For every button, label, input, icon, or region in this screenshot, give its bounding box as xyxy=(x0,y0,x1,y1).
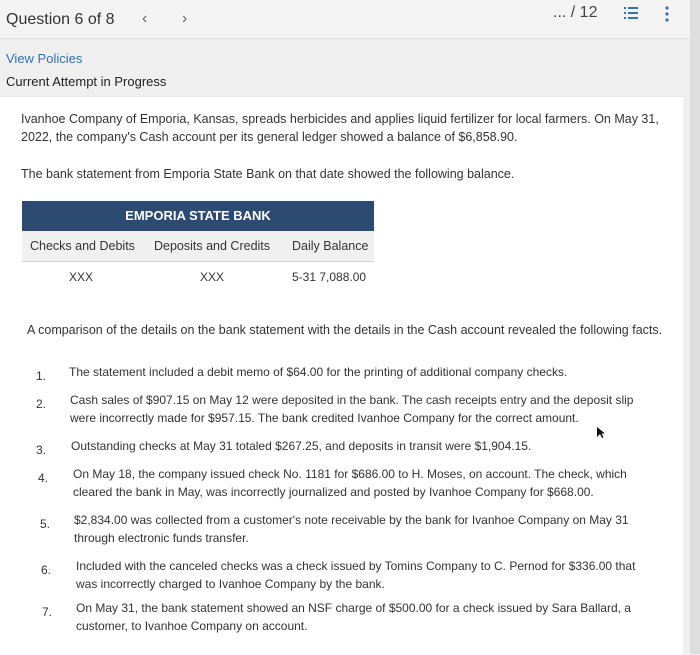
column-header: Checks and Debits xyxy=(30,239,135,253)
fact-number: 6. xyxy=(41,563,52,577)
table-cell: XXX xyxy=(200,270,225,284)
fact-text: On May 31, the bank statement showed an NSF charge of $500.00 for a check issued by Sara Ballard, a customer, to Ivanhoe Company on account. xyxy=(76,601,631,633)
bank-statement-table xyxy=(22,201,374,290)
bank-intro-paragraph: The bank statement from Emporia State Bank on that date showed the following balance. xyxy=(21,167,515,181)
question-label: Question 6 of 8 xyxy=(6,11,115,28)
fact-text: Cash sales of $907.15 on May 12 were deposited in the bank. The cash receipts entry and the deposit slip were incorrectly made for $957.15. The bank credited Ivanhoe Company for the correct amount. xyxy=(70,393,634,425)
chevron-left-icon[interactable]: ‹ xyxy=(142,10,148,27)
table-cell: 5-31 7,088.00 xyxy=(292,270,367,284)
comparison-paragraph: A comparison of the details on the bank statement with the details in the Cash account revealed the following facts. xyxy=(27,323,663,337)
chevron-right-icon[interactable]: › xyxy=(182,10,188,27)
more-vertical-icon[interactable] xyxy=(664,5,670,23)
attempt-status: Current Attempt in Progress xyxy=(6,74,167,89)
mouse-cursor-icon xyxy=(596,427,606,439)
fact-number: 3. xyxy=(36,443,47,457)
list-icon[interactable] xyxy=(624,6,638,20)
fact-number: 2. xyxy=(36,397,47,411)
bank-table-title: EMPORIA STATE BANK xyxy=(22,201,374,231)
right-scrollbar[interactable] xyxy=(690,0,700,654)
fact-text: On May 18, the company issued check No. 1181 for $686.00 to H. Moses, on account. The check, which cleared the bank in May, was incorrectly journalized and posted by Ivanhoe Company for $668.00. xyxy=(73,467,627,499)
fact-number: 1. xyxy=(36,369,47,383)
fact-number: 4. xyxy=(38,471,49,485)
table-cell: XXX xyxy=(69,270,94,284)
bank-table-header-row xyxy=(22,231,374,262)
question-header xyxy=(0,0,690,39)
question-content xyxy=(0,96,683,655)
fact-number: 7. xyxy=(42,605,53,619)
fact-text: Included with the canceled checks was a check issued by Tomins Company to C. Pernod for $336.00 that was incorrectly charged to Ivanhoe Company by the bank. xyxy=(76,559,636,591)
column-header: Daily Balance xyxy=(292,239,369,253)
column-header: Deposits and Credits xyxy=(154,239,271,253)
fact-text: The statement included a debit memo of $64.00 for the printing of additional company checks. xyxy=(69,365,568,379)
fact-text: $2,834.00 was collected from a customer's note receivable by the bank for Ivanhoe Company on May 31 through electronic funds transfer. xyxy=(74,513,629,545)
fact-number: 5. xyxy=(40,517,51,531)
fact-text: Outstanding checks at May 31 totaled $267.25, and deposits in transit were $1,904.15. xyxy=(71,439,532,453)
intro-paragraph: Ivanhoe Company of Emporia, Kansas, spreads herbicides and applies liquid fertilizer for local farmers. On May 31, 2022, the company's Cash account per its general ledger showed a balance of $6,858.90. xyxy=(21,112,659,144)
question-counter: ... / 12 xyxy=(553,4,598,21)
view-policies-link[interactable]: View Policies xyxy=(6,51,83,66)
table-row xyxy=(22,262,374,290)
